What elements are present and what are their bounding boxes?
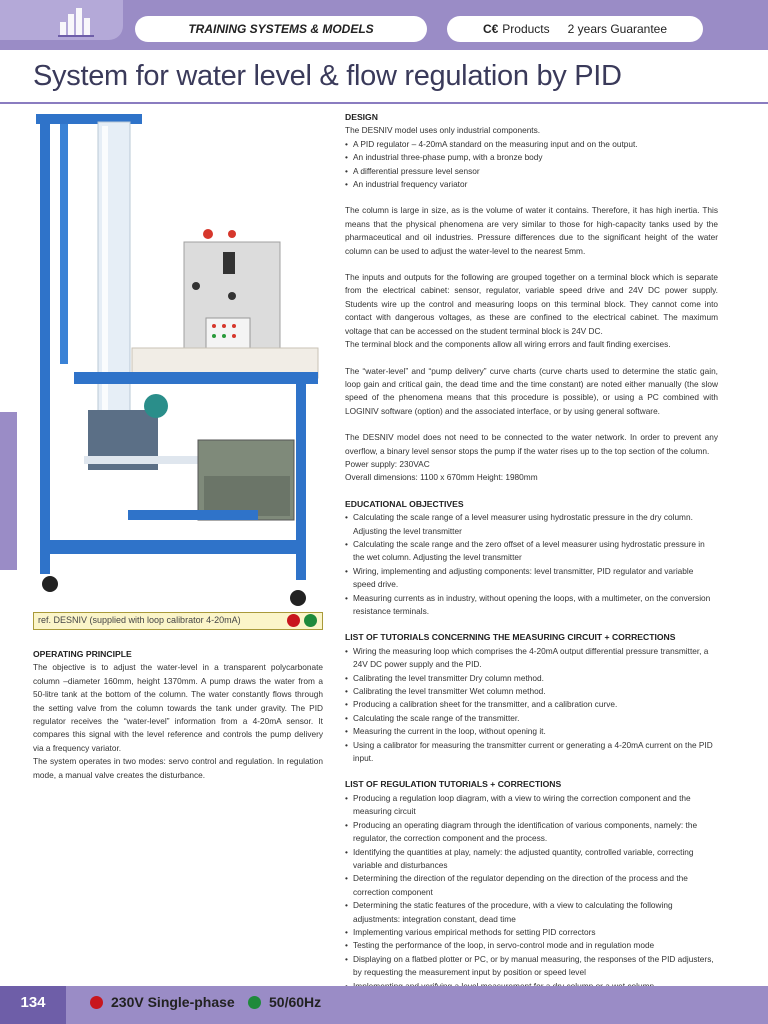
list-item: • Calculating the scale range of a level measurer using hydrostatic pressure in the dry column. Adjusting the level transmitter: [345, 511, 718, 538]
list-item: • Calculating the scale range and the zero offset of a level measurer using hydrostatic pressure in the wet column. Adjusting the level transmitter: [345, 538, 718, 565]
frequency-indicator-icon: [304, 614, 317, 627]
design-paragraph-3: The “water-level” and “pump delivery” curve charts (curve charts used to determine the static gain, loop gain and critical gain, the dead time and the time constant) are noted either manually (the slow speed of the phenomena means that this procedure is possible), or using a PC combined with LOGINIV software (option) and the associated interface, or by using general software.: [345, 365, 718, 416]
guarantee-pill: [447, 16, 703, 42]
list-item: • Wiring the measuring loop which comprises the 4-20mA output differential pressure transmitter, a 24V DC power supply and the PID.: [345, 645, 718, 672]
list-item: • Measuring currents as in industry, without opening the loops, with a multimeter, on the conversion resistance terminals.: [345, 592, 718, 619]
products-label: Products: [502, 22, 550, 36]
objectives-heading: EDUCATIONAL OBJECTIVES: [345, 498, 464, 509]
regulation-heading: LIST OF REGULATION TUTORIALS + CORRECTIONS: [345, 779, 562, 790]
red-dot-icon: [90, 996, 103, 1009]
list-item: • Implementing various empirical methods for setting PID correctors: [345, 926, 718, 939]
frequency-label: 50/60Hz: [269, 994, 322, 1010]
single-phase-indicator-icon: [287, 614, 300, 627]
green-dot-icon: [248, 996, 261, 1009]
design-intro: The DESNIV model uses only industrial components.: [345, 125, 541, 136]
voltage-indicator: [90, 994, 235, 1010]
regulation-list: [345, 792, 718, 993]
design-paragraph-2b: The terminal block and the components allow all wiring errors and fault finding exercises.: [345, 339, 671, 350]
description-column: [345, 111, 718, 993]
operating-principle-section: [33, 648, 323, 782]
design-paragraph-2: The inputs and outputs for the following are grouped together on a terminal block which is separate from the electrical cabinet: sensor, regulator, variable speed drive and 24V DC power supply. Students wire up the control and measuring loops on this terminal block. They cannot come into contact with dangerous voltages, as these are confined to the electrical cabinet. The maximum voltage that can be accessed on the student terminal block is 24V DC.: [345, 272, 718, 336]
section-text: TRAINING SYSTEMS & MODELS: [188, 22, 374, 36]
reference-box: [33, 612, 323, 630]
ce-mark-icon: C€: [482, 22, 499, 36]
objectives-list: [345, 511, 718, 618]
overall-dimensions: Overall dimensions: 1100 x 670mm Height: 1980mm: [345, 472, 538, 483]
list-item: • Calibrating the level transmitter Wet column method.: [345, 685, 718, 698]
list-item: • Using a calibrator for measuring the transmitter current or generating a 4-20mA current on the PID input.: [345, 739, 718, 766]
logo-tab: [0, 0, 123, 40]
voltage-label: 230V Single-phase: [111, 994, 235, 1010]
product-photo: [28, 110, 328, 608]
list-item: • Testing the performance of the loop, in servo-control mode and in regulation mode: [345, 939, 718, 952]
list-item: • An industrial three-phase pump, with a bronze body: [345, 151, 718, 164]
operating-text-1: The objective is to adjust the water-level in a transparent polycarbonate column –diameter 160mm, height 1370mm. A pump draws the water from a 50-litre tank at the bottom of the column. The water constantly flows through the setting valve from the column towards the tank under gravity. The PID regulator receives the “water-level” information from a 4-20mA sensor. It compares this signal with the level reference and controls the pump delivery via a frequency variator.: [33, 662, 323, 753]
section-label: [135, 16, 427, 42]
list-item: • Identifying the quantities at play, namely: the adjusted quantity, controlled variable, correcting variable and disturbances: [345, 846, 718, 873]
list-item: • Producing a calibration sheet for the transmitter, and a calibration curve.: [345, 698, 718, 711]
list-item: • Determining the direction of the regulator depending on the direction of the process and the correction component: [345, 872, 718, 899]
title-divider: [0, 102, 768, 104]
list-item: • Producing a regulation loop diagram, with a view to wiring the correction component and the measuring circuit: [345, 792, 718, 819]
company-logo-icon: [58, 4, 98, 38]
side-tab: [0, 412, 17, 570]
tutorials-list: [345, 645, 718, 766]
page-title: System for water level & flow regulation by PID: [33, 60, 622, 92]
operating-heading: OPERATING PRINCIPLE: [33, 649, 132, 659]
list-item: • Calculating the scale range of the transmitter.: [345, 712, 718, 725]
power-supply: Power supply: 230VAC: [345, 458, 430, 469]
reference-text: ref. DESNIV (supplied with loop calibrator 4-20mA): [38, 615, 241, 625]
list-item: • Wiring, implementing and adjusting components: level transmitter, PID regulator and variable speed drive.: [345, 565, 718, 592]
list-item: • Measuring the current in the loop, without opening it.: [345, 725, 718, 738]
list-item: • A PID regulator – 4-20mA standard on the measuring input and on the output.: [345, 138, 718, 151]
list-item: • A differential pressure level sensor: [345, 165, 718, 178]
page-number: 134: [20, 994, 46, 1011]
frequency-indicator: [248, 994, 321, 1010]
list-item: • Displaying on a flatbed plotter or PC, or by manual measuring, the responses of the PID adjusters, by requesting the measurement input by position or speed level: [345, 953, 718, 980]
operating-text-2: The system operates in two modes: servo control and regulation. In regulation mode, a manual valve creates the disturbance.: [33, 756, 323, 780]
guarantee-label: 2 years Guarantee: [567, 22, 668, 36]
list-item: • An industrial frequency variator: [345, 178, 718, 191]
list-item: • Calibrating the level transmitter Dry column method.: [345, 672, 718, 685]
list-item: • Determining the static features of the procedure, with a view to calculating the following adjustments: integration constant, dead time: [345, 899, 718, 926]
list-item: • Producing an operating diagram through the identification of various components, namely: the regulator, the correction component and the process.: [345, 819, 718, 846]
design-paragraph-1: The column is large in size, as is the volume of water it contains. Therefore, it has high inertia. This means that the physical phenomena are very similar to those for high-capacity tanks used by the pharmaceutical and oil industries. Pressure differences due to the significant height of the water column can be used to adjust the water-level to the nearest 5mm.: [345, 205, 718, 256]
design-paragraph-4: The DESNIV model does not need to be connected to the water network. In order to prevent any overflow, a binary level sensor stops the pump if the water rises up to the top section of the column.: [345, 432, 718, 456]
design-list: [345, 138, 718, 192]
design-heading: DESIGN: [345, 112, 378, 122]
tutorials-heading: LIST OF TUTORIALS CONCERNING THE MEASURING CIRCUIT + CORRECTIONS: [345, 632, 676, 643]
